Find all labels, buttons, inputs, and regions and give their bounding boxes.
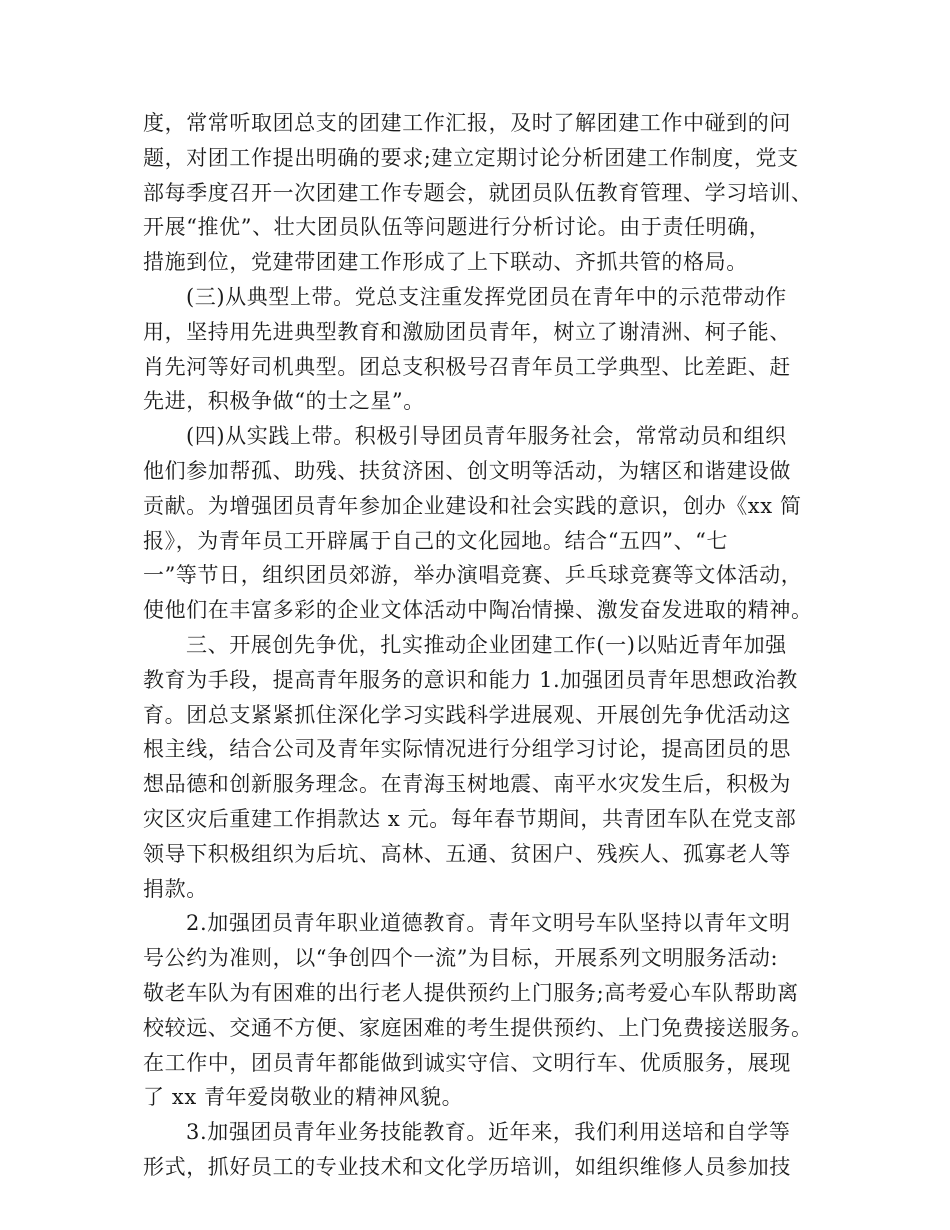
text-line: 想品德和创新服务理念。在青海玉树地震、南平水灾发生后，积极为 — [143, 772, 791, 797]
text-line: (四)从实践上带。积极引导团员青年服务社会，常常动员和组织 — [186, 424, 787, 449]
text-line: 领导下积极组织为后坑、高林、五通、贫困户、残疾人、孤寡老人等 — [143, 841, 791, 866]
text-line: 三、开展创先争优，扎实推动企业团建工作(一)以贴近青年加强 — [186, 632, 787, 657]
text-line: 在工作中，团员青年都能做到诚实守信、文明行车、优质服务，展现 — [143, 1050, 791, 1075]
text-line: 措施到位，党建带团建工作形成了上下联动、齐抓共管的格局。 — [143, 250, 748, 275]
text-line: 一”等节日，组织团员郊游，举办演唱竞赛、乒乓球竞赛等文体活动， — [143, 563, 803, 588]
text-line: 用，坚持用先进典型教育和激励团员青年，树立了谢清洲、柯子能、 — [143, 319, 791, 344]
text-line: 号公约为准则，以“争创四个一流”为目标，开展系列文明服务活动: — [143, 946, 779, 971]
text-line: 使他们在丰富多彩的企业文体活动中陶冶情操、激发奋发进取的精神。 — [143, 598, 813, 623]
text-line: 育。团总支紧紧抓住深化学习实践科学进展观、开展创先争优活动这 — [143, 702, 791, 727]
text-line: 先进，积极争做“的士之星”。 — [143, 389, 425, 414]
text-line: 开展“推优”、壮大团员队伍等问题进行分析讨论。由于责任明确， — [143, 215, 771, 240]
text-line: 敬老车队为有困难的出行老人提供预约上门服务;高考爱心车队帮助离 — [143, 980, 799, 1005]
text-line: (三)从典型上带。党总支注重发挥党团员在青年中的示范带动作 — [186, 284, 787, 309]
text-line: 题，对团工作提出明确的要求;建立定期讨论分析团建工作制度，党支 — [143, 145, 799, 170]
text-line: 报》，为青年员工开辟属于自己的文化园地。结合“五四”、“七 — [143, 528, 729, 553]
text-line: 教育为手段，提高青年服务的意识和能力 1.加强团员青年思想政治教 — [143, 667, 798, 692]
text-line: 了 xx 青年爱岗敬业的精神风貌。 — [143, 1085, 464, 1110]
text-line: 贡献。为增强团员青年参加企业建设和社会实践的意识，创办《xx 简 — [143, 493, 802, 518]
text-line: 校较远、交通不方便、家庭困难的考生提供预约、上门免费接送服务。 — [143, 1015, 813, 1040]
text-line: 3.加强团员青年业务技能教育。近年来，我们利用送培和自学等 — [186, 1120, 791, 1145]
text-line: 灾区灾后重建工作捐款达 x 元。每年春节期间，共青团车队在党支部 — [143, 806, 797, 831]
text-line: 他们参加帮孤、助残、扶贫济困、创文明等活动，为辖区和谐建设做 — [143, 458, 791, 483]
text-line: 2.加强团员青年职业道德教育。青年文明号车队坚持以青年文明 — [186, 911, 791, 936]
text-line: 形式，抓好员工的专业技术和文化学历培训，如组织维修人员参加技 — [143, 1154, 791, 1179]
text-line: 度，常常听取团总支的团建工作汇报，及时了解团建工作中碰到的问 — [143, 111, 791, 135]
body-text — [143, 106, 813, 1185]
text-line: 捐款。 — [143, 876, 208, 901]
text-line: 部每季度召开一次团建工作专题会，就团员队伍教育管理、学习培训、 — [143, 180, 813, 205]
text-line: 根主线，结合公司及青年实际情况进行分组学习讨论，提高团员的思 — [143, 737, 791, 762]
text-line: 肖先河等好司机典型。团总支积极号召青年员工学典型、比差距、赶 — [143, 354, 791, 379]
